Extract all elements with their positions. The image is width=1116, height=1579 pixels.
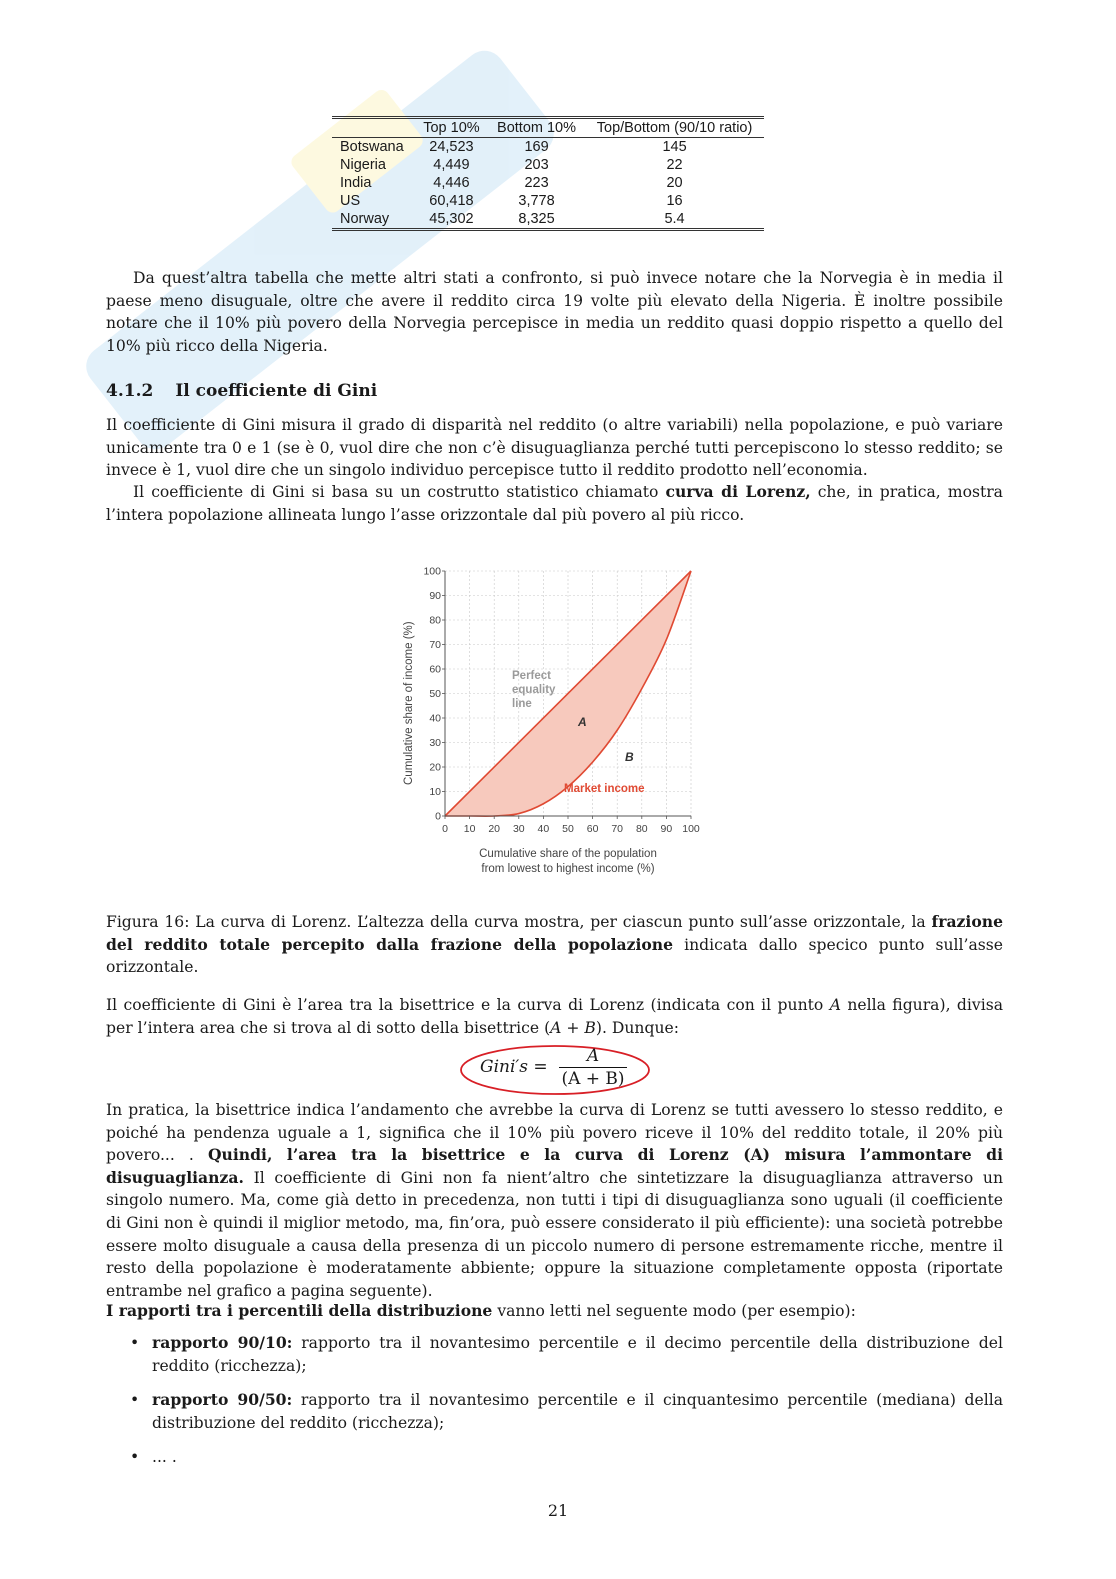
table-cell: 24,523 — [429, 139, 474, 155]
table-cell: 16 — [666, 193, 683, 209]
y-tick-label: 80 — [429, 614, 441, 627]
paragraph-norway-comparison: Da quest’altra tabella che mette altri stati a confronto, si può invece notare che la Norvegia è in media il paese meno disuguale, oltre che avere il reddito circa 19 volte più elevato della Nigeria. È inoltre possibile notare che il 10% più povero della Norvegia percepisce in media un reddito quasi doppio rispetto a quello del 10% più ricco della Nigeria. — [106, 269, 1003, 355]
paragraph-gini-area — [106, 994, 1003, 1039]
table-cell-country: Botswana — [340, 139, 404, 155]
table-cell: 4,449 — [433, 157, 470, 173]
caption-label: Figura 16: — [106, 913, 190, 931]
x-tick-label: 40 — [537, 823, 550, 835]
paragraph-percentile-ratios — [106, 1300, 1003, 1323]
x-axis-title-line2: from lowest to highest income (%) — [481, 863, 655, 875]
x-tick-label: 0 — [442, 823, 448, 835]
y-tick-label: 100 — [423, 565, 441, 578]
table-cell-country: Norway — [340, 211, 390, 227]
text-run: vanno letti nel seguente modo (per esempio): — [492, 1302, 856, 1320]
y-tick-label: 70 — [429, 639, 441, 651]
table-row — [332, 210, 764, 230]
table-cell: 169 — [524, 139, 549, 155]
y-tick-label: 40 — [429, 712, 441, 725]
y-tick-label: 10 — [429, 786, 441, 798]
paragraph-lorenz-intro — [106, 481, 1003, 526]
area-a-label: A — [578, 715, 587, 729]
table-row — [332, 174, 764, 192]
y-tick-label: 90 — [429, 590, 441, 602]
section-number: 4.1.2 — [106, 381, 154, 401]
text-run: Il coefficiente di Gini non fa nient’altro che sintetizzare la disuguaglianza attraverso un singolo numero. Ma, come già detto in precedenza, non tutti i tipi di disuguaglianza sono uguali (il coefficiente di Gini non è quindi il miglior metodo, ma, fin’ora, può essere considerato il più efficiente): una società potrebbe essere molto disuguale a causa della presenza di un piccolo numero di persone estremamente ricche, mentre il resto della popolazione è moderatamente abbiente; oppure la situazione completamente opposta (riportate entrambe nel grafico a pagina seguente). — [106, 1168, 1003, 1300]
list-item-text: rapporto tra il novantesimo percentile e il cinquantesimo percentile (mediana) della distribuzione del reddito (ricchezza); — [152, 1391, 1003, 1432]
x-tick-label: 60 — [586, 823, 599, 835]
table-header-cell: Bottom 10% — [497, 120, 577, 136]
table-cell: 5.4 — [664, 211, 685, 227]
text-run: che, in pratica, mostra l’intera popolazione allineata lungo l’asse orizzontale dal più povero al più ricco. — [106, 483, 1003, 524]
bold-text: frazione del reddito totale percepito dalla frazione della popolazione — [106, 912, 1003, 954]
y-tick-label: 0 — [435, 810, 441, 823]
area-b-label: B — [625, 750, 634, 764]
y-tick-label: 20 — [429, 761, 441, 774]
market-income-label: Market income — [564, 783, 645, 795]
text-run: La curva di Lorenz. L’altezza della curva mostra, per ciascun punto sull’asse orizzontale, la — [189, 913, 932, 931]
equality-label-line1: Perfect — [512, 670, 551, 682]
table-header-cell — [332, 118, 415, 138]
paragraph-gini-definition: Il coefficiente di Gini misura il grado di disparità nel reddito (o altre variabili) nella popolazione, e può variare unicamente tra 0 e 1 (se è 0, vuol dire che non c’è disuguaglianza perché tutti percepiscono lo stesso reddito; se invece è 1, vuol dire che un singolo individuo percepisce tutto il reddito prodotto nell’economia. — [106, 416, 1003, 480]
x-tick-label: 80 — [635, 823, 648, 835]
figure-caption — [106, 911, 1003, 979]
income-comparison-table — [332, 116, 764, 231]
bold-text: curva di Lorenz, — [665, 482, 811, 501]
x-axis-title-line1: Cumulative share of the population — [479, 848, 657, 860]
table-cell-country: Nigeria — [340, 157, 386, 173]
equality-label-line2: equality — [512, 684, 556, 696]
bold-text: Quindi, l’area tra la bisettrice e la curva di Lorenz (A) misura l’ammontare di disuguaglianza. — [106, 1145, 1004, 1187]
table-header-row — [332, 118, 764, 138]
table-header-cell: Top/Bottom (90/10 ratio) — [596, 120, 753, 136]
x-tick-label: 70 — [611, 823, 624, 835]
formula-denominator: (A + B) — [561, 1069, 625, 1089]
section-heading — [106, 381, 377, 401]
text-run: In pratica, la bisettrice indica l’andamento che avrebbe la curva di Lorenz se tutti avessero lo stesso reddito, e poiché ha pendenza uguale a 1, significa che il 10% più povero riceve il 10% del reddito totale, il 20% più povero... . — [106, 1101, 1003, 1165]
page-number: 21 — [547, 1501, 569, 1520]
paragraph-gini-interpretation — [106, 1099, 1003, 1302]
gini-formula — [458, 1043, 652, 1097]
table-row — [332, 192, 764, 210]
y-tick-label: 50 — [429, 688, 441, 700]
x-tick-label: 100 — [682, 823, 700, 835]
table-cell: 203 — [524, 157, 549, 173]
formula-lhs: Gini′s = — [480, 1057, 548, 1077]
math-a-plus-b: A + B — [550, 1018, 596, 1037]
list-item — [130, 1332, 1003, 1377]
text-run: ). Dunque: — [595, 1018, 679, 1037]
list-item — [130, 1446, 1003, 1469]
y-tick-label: 30 — [429, 737, 441, 749]
x-tick-label: 20 — [488, 823, 501, 835]
formula-numerator: A — [586, 1046, 600, 1066]
text-run: nella figura), divisa per l’intera area che si trova al di sotto della bisettrice ( — [106, 996, 1003, 1037]
x-tick-label: 10 — [463, 823, 476, 835]
math-a: A — [829, 996, 841, 1014]
table-cell: 60,418 — [429, 193, 474, 209]
text-run: indicata dallo specico punto sull’asse orizzontale. — [106, 935, 1003, 977]
table-cell: 20 — [666, 175, 683, 191]
list-item-term: rapporto 90/10: — [152, 1333, 293, 1352]
section-title: Il coefficiente di Gini — [175, 381, 378, 401]
formula-fraction — [559, 1045, 627, 1090]
text-run: Il coefficiente di Gini si basa su un costrutto statistico chiamato — [133, 483, 666, 501]
x-tick-label: 90 — [660, 823, 673, 835]
text-run: Il coefficiente di Gini è l’area tra la bisettrice e la curva di Lorenz (indicata con il punto — [106, 996, 830, 1014]
table-cell: 145 — [662, 139, 687, 155]
table-cell: 223 — [524, 175, 549, 191]
table-header-cell: Top 10% — [423, 120, 480, 136]
table-cell: 4,446 — [433, 175, 470, 191]
list-item-term: rapporto 90/50: — [152, 1390, 293, 1410]
list-item-text: rapporto tra il novantesimo percentile e il decimo percentile della distribuzione del reddito (ricchezza); — [152, 1334, 1003, 1375]
x-tick-label: 50 — [562, 823, 574, 835]
bold-text: I rapporti tra i percentili della distribuzione — [106, 1301, 493, 1320]
list-item — [130, 1389, 1003, 1434]
y-tick-label: 60 — [429, 663, 441, 676]
x-tick-label: 30 — [512, 823, 525, 835]
table-row — [332, 156, 764, 174]
list-item-text: ... . — [152, 1448, 177, 1467]
table-row — [332, 138, 764, 157]
table-cell: 45,302 — [429, 211, 474, 227]
table-cell-country: US — [340, 193, 361, 209]
table-cell: 22 — [666, 157, 683, 173]
table-cell: 8,325 — [518, 211, 555, 227]
equality-label-line3: line — [512, 698, 532, 710]
lorenz-curve-chart — [392, 560, 712, 880]
table-cell-country: India — [340, 175, 372, 191]
ratio-list — [130, 1332, 1003, 1481]
table-cell: 3,778 — [518, 193, 555, 209]
y-axis-title: Cumulative share of income (%) — [403, 621, 415, 785]
